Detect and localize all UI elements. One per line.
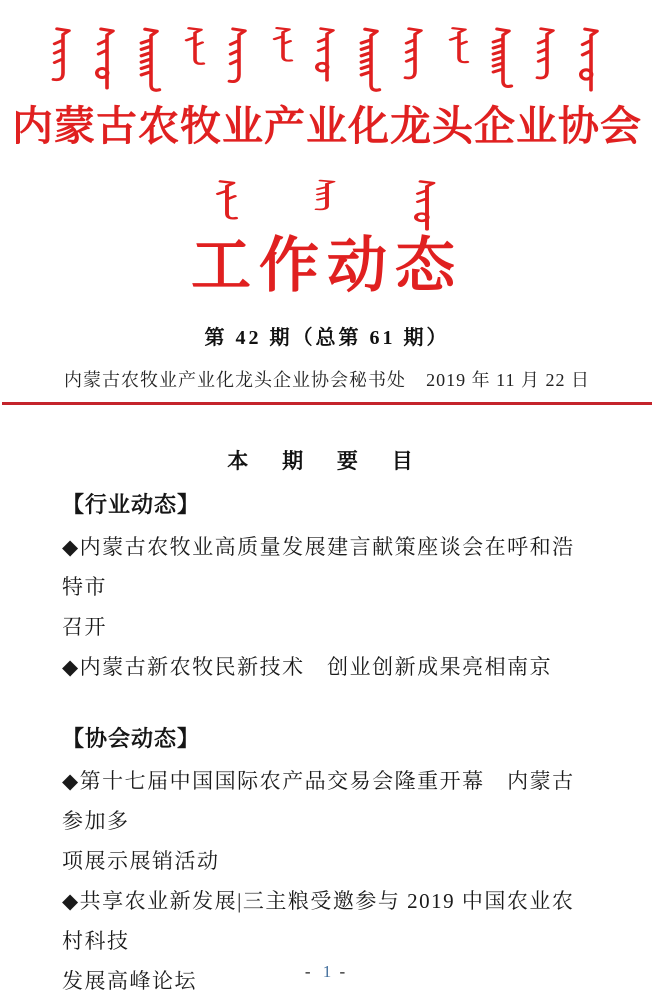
publisher-row: [0, 366, 654, 392]
mongolian-script-row-middle: [0, 179, 654, 231]
table-of-contents: [0, 489, 654, 1001]
toc-item-line: ◆内蒙古农牧业高质量发展建言献策座谈会在呼和浩特市: [62, 535, 575, 600]
toc-item-line: 召开: [62, 615, 107, 640]
toc-item-line: 发展高峰论坛: [62, 969, 197, 994]
mongolian-word-icon: [271, 26, 295, 70]
page-number-value: 1: [322, 962, 332, 981]
mongolian-word-icon: [139, 26, 163, 94]
bulletin-title: 工作动态: [191, 233, 463, 300]
mongolian-word-icon: [95, 26, 119, 90]
mongolian-word-icon: [579, 26, 603, 92]
mongolian-word-icon: [315, 26, 339, 82]
page-number-dash: -: [304, 962, 315, 981]
publisher-name: 内蒙古农牧业产业化龙头企业协会秘书处: [64, 370, 406, 391]
mongolian-word-icon: [183, 26, 207, 74]
section-heading-association: 【协会动态】: [62, 726, 201, 752]
document-page: [0, 26, 654, 994]
section-items: [62, 527, 596, 687]
toc-item-line: 项展示展销活动: [62, 849, 220, 874]
mongolian-word-icon: [359, 26, 383, 94]
section-heading-industry: 【行业动态】: [62, 492, 201, 518]
mongolian-script-row-top: [0, 26, 654, 96]
contents-title: 本 期 要 目: [227, 450, 427, 474]
association-title: 内蒙古农牧业产业化龙头企业协会: [12, 103, 642, 149]
mongolian-word-icon: [314, 179, 340, 213]
toc-item-line: ◆第十七届中国国际农产品交易会隆重开幕 内蒙古参加多: [62, 769, 575, 834]
mongolian-word-icon: [447, 26, 471, 72]
mongolian-word-icon: [214, 179, 240, 229]
mongolian-word-icon: [51, 26, 75, 86]
publish-date: 2019 年 11 月 22 日: [426, 370, 590, 391]
mongolian-word-icon: [535, 26, 559, 84]
red-divider-rule: [2, 402, 652, 405]
toc-item-line: ◆内蒙古新农牧民新技术 创业创新成果亮相南京: [62, 655, 553, 680]
mongolian-word-icon: [491, 26, 515, 90]
mongolian-word-icon: [414, 179, 440, 231]
toc-item-line: ◆共享农业新发展|三主粮受邀参与 2019 中国农业农村科技: [62, 889, 575, 954]
issue-label: 第 42 期（总第 61 期）: [204, 327, 450, 350]
mongolian-word-icon: [403, 26, 427, 84]
mongolian-word-icon: [227, 26, 251, 88]
page-number: [0, 962, 654, 982]
page-number-dash: -: [339, 962, 350, 981]
